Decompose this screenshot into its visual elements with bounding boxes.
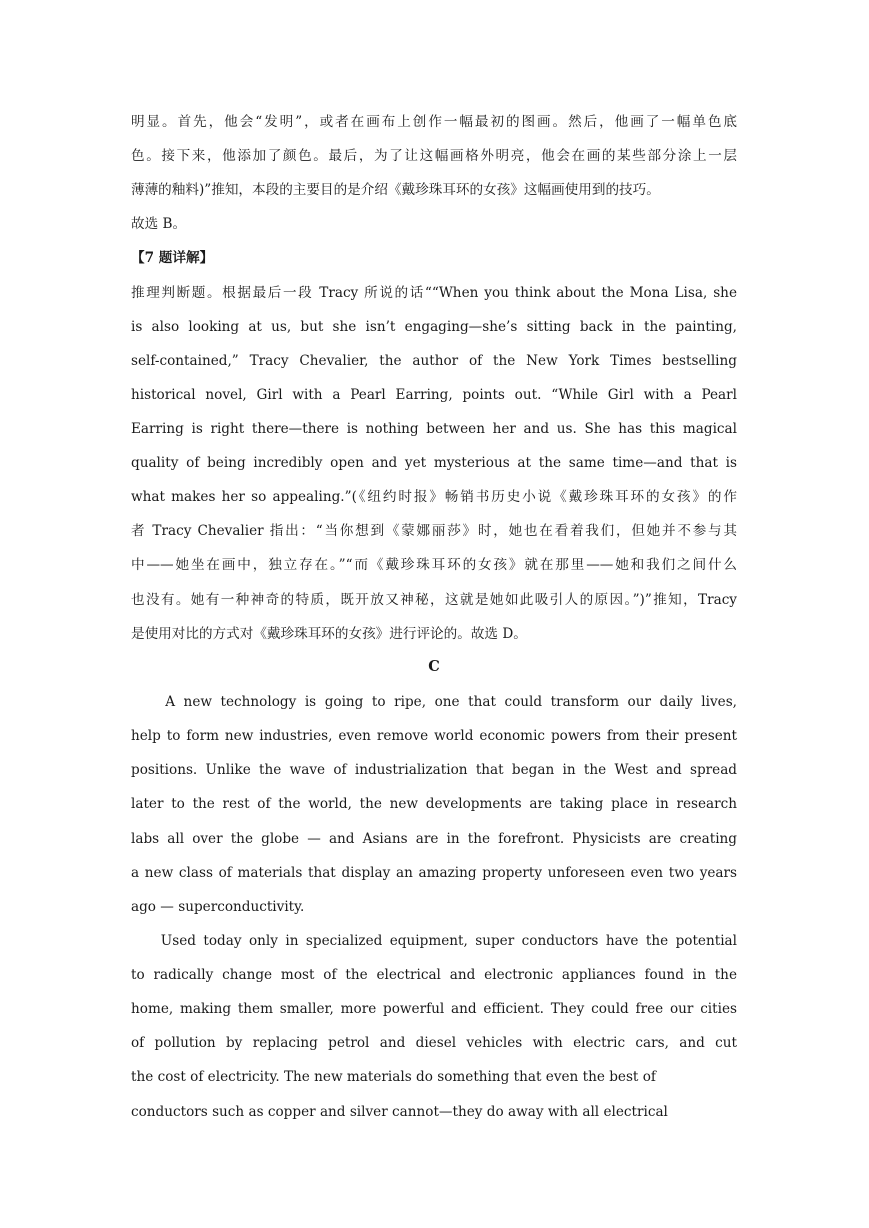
- text-line: 色。接下来，他添加了颜色。最后，为了让这幅画格外明亮，他会在画的某些部分涂上一层: [131, 148, 737, 164]
- text-line: self-contained,” Tracy Chevalier, the author of the New York Times bestselling: [131, 353, 737, 369]
- text-line: quality of being incredibly open and yet mysterious at the same time—and that is: [131, 455, 737, 471]
- text-line: A new technology is going to ripe, one that could transform our daily lives,: [131, 694, 737, 710]
- text-line: to radically change most of the electrical and electronic appliances found in the: [131, 967, 737, 983]
- text-line: 中——她坐在画中，独立存在。”“而《戴珍珠耳环的女孩》就在那里——她和我们之间什么: [131, 557, 737, 573]
- text-line: historical novel, Girl with a Pearl Earring, points out. “While Girl with a Pearl: [131, 387, 737, 403]
- text-line: what makes her so appealing.”(《纽约时报》畅销书历史小说《戴珍珠耳环的女孩》的作: [131, 489, 737, 505]
- passage-heading: C: [428, 658, 440, 675]
- text-line: 也没有。她有一种神奇的特质，既开放又神秘，这就是她如此吸引人的原因。”)”推知，Tracy: [131, 592, 737, 608]
- text-line: is also looking at us, but she isn’t engaging—she’s sitting back in the painting,: [131, 319, 737, 335]
- text-line: 明显。首先，他会“发明”，或者在画布上创作一幅最初的图画。然后，他画了一幅单色底: [131, 114, 737, 130]
- text-line: 是使用对比的方式对《戴珍珠耳环的女孩》进行评论的。故选 D。: [131, 626, 527, 642]
- text-line: of pollution by replacing petrol and diesel vehicles with electric cars, and cut: [131, 1035, 737, 1051]
- text-line: the cost of electricity. The new materials do something that even the best of: [131, 1069, 656, 1085]
- text-line: positions. Unlike the wave of industrialization that began in the West and spread: [131, 762, 737, 778]
- text-line: a new class of materials that display an amazing property unforeseen even two years: [131, 865, 737, 881]
- text-line: ago — superconductivity.: [131, 899, 305, 915]
- text-line: conductors such as copper and silver cannot—they do away with all electrical: [131, 1104, 668, 1120]
- text-line: Earring is right there—there is nothing between her and us. She has this magical: [131, 421, 737, 437]
- text-line: home, making them smaller, more powerful and efficient. They could free our cities: [131, 1001, 737, 1017]
- text-line: 故选 B。: [131, 216, 187, 232]
- text-line: 推理判断题。根据最后一段 Tracy 所说的话““When you think about the Mona Lisa, she: [131, 285, 737, 301]
- section-heading: 【7 题详解】: [131, 250, 214, 266]
- text-line: 薄薄的釉料)”推知，本段的主要目的是介绍《戴珍珠耳环的女孩》这幅画使用到的技巧。: [131, 182, 660, 198]
- text-line: Used today only in specialized equipment, super conductors have the potential: [131, 933, 737, 949]
- text-line: 者 Tracy Chevalier 指出：“当你想到《蒙娜丽莎》时，她也在看着我们，但她并不参与其: [131, 523, 737, 539]
- text-line: help to form new industries, even remove world economic powers from their present: [131, 728, 737, 744]
- text-line: later to the rest of the world, the new developments are taking place in research: [131, 796, 737, 812]
- text-line: labs all over the globe — and Asians are in the forefront. Physicists are creating: [131, 831, 737, 847]
